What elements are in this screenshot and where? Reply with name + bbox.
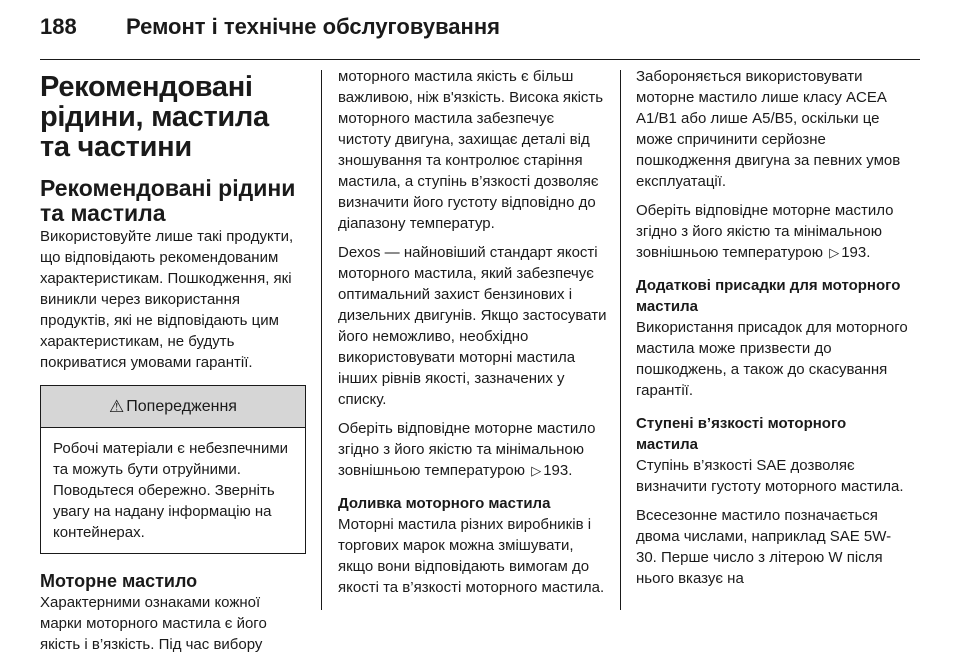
additives-paragraph: Використання присадок для моторного мастила може призвести до пошкоджень, а також до скасування гарантії. <box>636 319 908 399</box>
warning-text: Робочі матеріали є небезпечними та можуть бути отруйними. Поводьтеся обережно. Зверніть увагу на надану інформацію на контейнерах. <box>53 440 289 541</box>
oil-paragraph: Характерними ознаками кожної марки моторного мастила є його якість і в’язкість. Під час вибору <box>40 594 267 653</box>
column-divider <box>620 70 621 610</box>
select-oil-paragraph <box>338 418 608 481</box>
multigrade-paragraph: Всесезонне мастило позначається двома числами, наприклад SAE 5W-30. Перше число з літерою W після нього вказує на <box>636 507 892 587</box>
column-2 <box>338 66 608 598</box>
select-oil-text: Оберіть відповідне моторне мастило згідно з його якістю та мінімальною зовнішньою температурою <box>338 420 596 479</box>
viscosity-heading: Ступені в’язкості моторного мастила <box>636 415 847 453</box>
page-reference[interactable]: 193. <box>543 462 573 479</box>
running-title: Ремонт і технічне обслуговування <box>126 14 500 39</box>
page-reference-arrow-icon: ▷ <box>531 463 542 478</box>
topup-heading: Доливка моторного мастила <box>338 495 551 512</box>
warning-triangle-icon: ⚠ <box>109 396 125 416</box>
dexos-paragraph: Dexos — найновіший стандарт якості моторного мастила, який забезпечує оптимальний захист бензинових і дизельних двигунів. Якщо застосувати його неможливо, необхідно використовувати моторні мастила інших рівнів якості, зазначених у списку. <box>338 244 607 408</box>
warning-header <box>41 386 305 428</box>
column-divider <box>321 70 322 610</box>
page-number: 188 <box>40 14 77 39</box>
subsection-title: Рекомендовані рідини та мастила <box>40 175 296 226</box>
header-rule <box>40 59 920 60</box>
oil-heading: Моторне мастило <box>40 571 198 591</box>
column-3 <box>636 66 908 589</box>
acea-paragraph: Забороняється використовувати моторне мастило лише класу ACEA A1/B1 або лише A5/B5, оскільки це може спричинити серйозне пошкодження двигуна за певних умов експлуатації. <box>636 68 901 190</box>
page-reference[interactable]: 193. <box>841 244 871 261</box>
select-oil-paragraph <box>636 200 908 263</box>
topup-paragraph: Моторні мастила різних виробників і торгових марок можна змішувати, якщо вони відповідають вимогам до якості та в’язкості моторного мастила. <box>338 516 605 596</box>
additives-heading: Додаткові присадки для моторного мастила <box>636 277 901 315</box>
page-reference-arrow-icon: ▷ <box>829 245 840 260</box>
warning-title: Попередження <box>126 397 237 415</box>
select-oil-text: Оберіть відповідне моторне мастило згідно з його якістю та мінімальною зовнішньою температурою <box>636 202 894 261</box>
viscosity-paragraph: Ступінь в’язкості SAE дозволяє визначити густоту моторного мастила. <box>636 457 904 495</box>
intro-paragraph: Використовуйте лише такі продукти, що відповідають рекомендованим характеристикам. Пошкодження, які виникли через використання продуктів, які не відповідають цим характеристикам, не будуть покриватися умовами гарантії. <box>40 228 294 371</box>
warning-box <box>40 385 306 554</box>
section-title: Рекомендовані рідини, мастила та частини <box>40 71 269 163</box>
paragraph: моторного мастила якість є більш важливою, ніж в'язкість. Висока якість моторного мастила забезпечує чистоту двигуна, захищає деталі від зношування та контролює старіння мастила, а ступінь в’язкості дозволяє визначити його густоту відповідно до діапазону температур. <box>338 68 604 232</box>
column-1 <box>40 66 306 655</box>
page-header <box>40 14 920 44</box>
